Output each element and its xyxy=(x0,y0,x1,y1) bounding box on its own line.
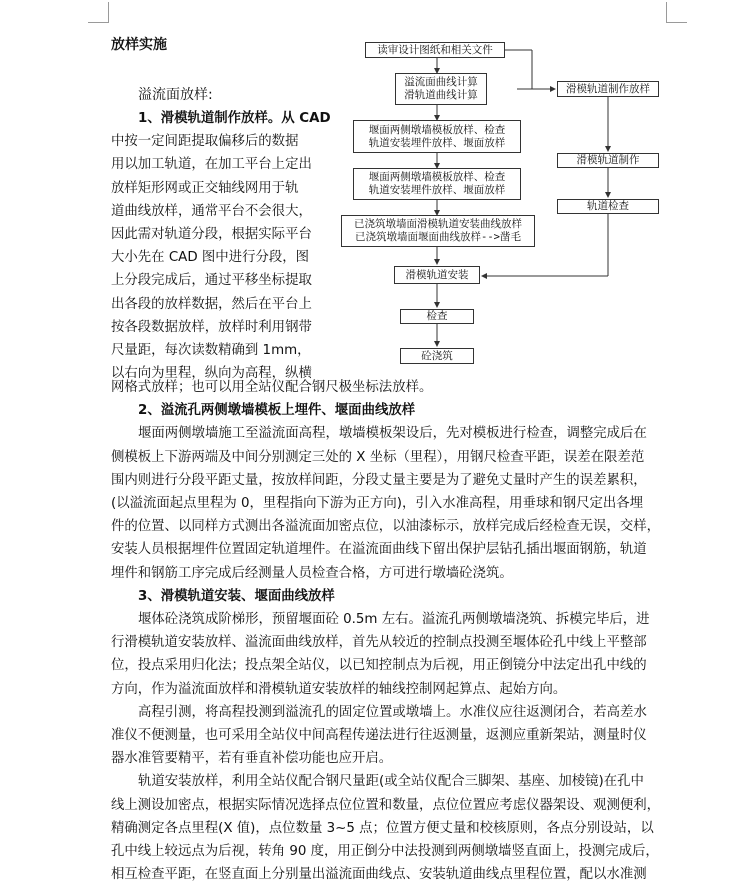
text-line: 用以加工轨道，在加工平台上定出 xyxy=(111,157,312,173)
flow-box-track-check: 轨道检查 xyxy=(557,199,659,214)
flow-box-track-install: 滑模轨道安装 xyxy=(394,266,480,284)
text-line: 放样矩形网或正交轴线网用于轨 xyxy=(111,180,299,196)
text-line: 围内则进行分段平距丈量，按放样间距，分段丈量主要是为了避免丈量时产生的误差累积， xyxy=(111,472,647,488)
text-line: 以右向为里程，纵向为高程，纵横 xyxy=(111,366,312,382)
text-line: 上分段完成后，通过平移坐标提取 xyxy=(111,273,312,289)
text-line: 出各段的放样数据，然后在平台上 xyxy=(111,296,312,312)
page-corner-mark-right xyxy=(666,2,687,23)
section-heading-2: 2、溢流孔两侧墩墙模板上埋件、堰面曲线放样 xyxy=(138,403,416,419)
text-line: 高程引测，将高程投测到溢流孔的固定位置或墩墙上。水准仪应往返测闭合，若高差水 xyxy=(138,704,647,720)
text-line: 中按一定间距提取偏移后的数据 xyxy=(111,134,299,150)
flow-box-curve-calc: 溢流面曲线计算 滑轨道曲线计算 xyxy=(395,73,487,105)
text-line: 网格式放样；也可以用全站仪配合钢尺极坐标法放样。 xyxy=(111,380,433,395)
section-heading-3: 3、滑模轨道安装、堰面曲线放样 xyxy=(138,588,335,604)
flow-box-concrete-pour: 砼浇筑 xyxy=(400,348,474,364)
left-column-text xyxy=(111,107,331,385)
text-line: 件的位置、以同样方式测出各溢流面加密点位，以油漆标示，放样完成后经检查无误，交样， xyxy=(111,519,661,535)
text-line: 准仪不便测量，也可采用全站仪中间高程传递法进行往返测量，返测应重新架站，测量时仪 xyxy=(111,728,647,744)
text-line: 孔中线上较远点为后视，转角 90 度，用正倒分中法投测到两侧墩墙竖直面上，投测完成后， xyxy=(111,844,659,860)
flow-box-template-setout-1: 堰面两侧墩墙模板放样、检查 轨道安装埋件放样、堰面放样 xyxy=(353,120,521,153)
text-line: 线上测设加密点，根据实际情况选择点位位置和数量，点位位置应考虑仪器架设、观测便利， xyxy=(111,797,661,813)
text-line: 堰面两侧墩墙施工至溢流面高程，墩墙模板架设后，先对模板进行检查，调整完成后在 xyxy=(138,426,647,442)
text-line: 位，投点采用归化法；投点架全站仪，以已知控制点为后视，用正倒镜分中法定出孔中线的 xyxy=(111,658,647,674)
text-line: (以溢流面起点里程为 0，里程指向下游为正方向)，引入水准高程，用垂球和钢尺定出各埋 xyxy=(111,496,644,512)
text-line: 器水准管要精平，若有垂直补偿功能也应开启。 xyxy=(111,751,393,767)
flow-box-track-fab-setout: 滑模轨道制作放样 xyxy=(557,81,659,97)
flow-box-poured-wall-setout: 已浇筑墩墙面滑模轨道安装曲线放样 已浇筑墩墙面堰面曲线放样-->凿毛 xyxy=(341,215,535,247)
text-line: 1、滑模轨道制作放样。从 CAD xyxy=(138,111,331,126)
text-line: 侧模板上下游两端及中间分别测定三处的 X 坐标（里程），用钢尺检查平距，误差在限差范 xyxy=(111,449,645,465)
page-corner-mark-left xyxy=(88,2,109,23)
text-line: 埋件和钢筋工序完成后经测量人员检查合格，方可进行墩墙砼浇筑。 xyxy=(111,565,513,581)
text-line: 精确测定各点里程(X 值)，点位数量 3~5 点；位置方便丈量和校核原则，各点分别设站，以 xyxy=(111,820,654,836)
flow-box-template-setout-2: 堰面两侧墩墙模板放样、检查 轨道安装埋件放样、堰面放样 xyxy=(353,168,521,200)
text-line: 因此需对轨道分段，根据实际平台 xyxy=(111,227,312,243)
text-line: 行滑模轨道安装放样、溢流面曲线放样，首先从较近的控制点投测至堰体砼孔中线上平整部 xyxy=(111,635,647,651)
text-line: 堰体砼浇筑成阶梯形，预留堰面砼 0.5m 左右。溢流孔两侧墩墙浇筑、拆模完毕后，进 xyxy=(138,612,650,628)
text-line: 轨道安装放样，利用全站仪配合钢尺量距(或全站仪配合三脚架、基座、加棱镜)在孔中 xyxy=(138,774,644,790)
text-line: 安装人员根据埋件位置固定轨道埋件。在溢流面曲线下留出保护层钻孔插出堰面钢筋，轨道 xyxy=(111,542,647,558)
intro-text: 溢流面放样: xyxy=(138,87,213,103)
flow-box-read-drawings: 读审设计图纸和相关文件 xyxy=(365,42,505,58)
text-line: 按各段数据放样，放样时利用钢带 xyxy=(111,319,312,335)
body-text xyxy=(111,376,660,886)
text-line: 道曲线放样，通常平台不会很大， xyxy=(111,203,312,219)
flow-box-track-fab: 滑模轨道制作 xyxy=(557,153,659,168)
text-line: 大小先在 CAD 图中进行分段，图 xyxy=(111,250,310,266)
section-title: 放样实施 xyxy=(111,37,167,53)
text-line: 相互检查平距，在竖直面上分别量出溢流面曲线点、安装轨道曲线点里程位置，配以水准测 xyxy=(111,867,647,883)
flow-box-inspection: 检查 xyxy=(400,309,474,324)
text-line: 尺量距，每次读数精确到 1mm， xyxy=(111,343,311,359)
text-line: 方向，作为溢流面放样和滑模轨道安装放样的轴线控制网起算点、起始方向。 xyxy=(111,681,567,697)
